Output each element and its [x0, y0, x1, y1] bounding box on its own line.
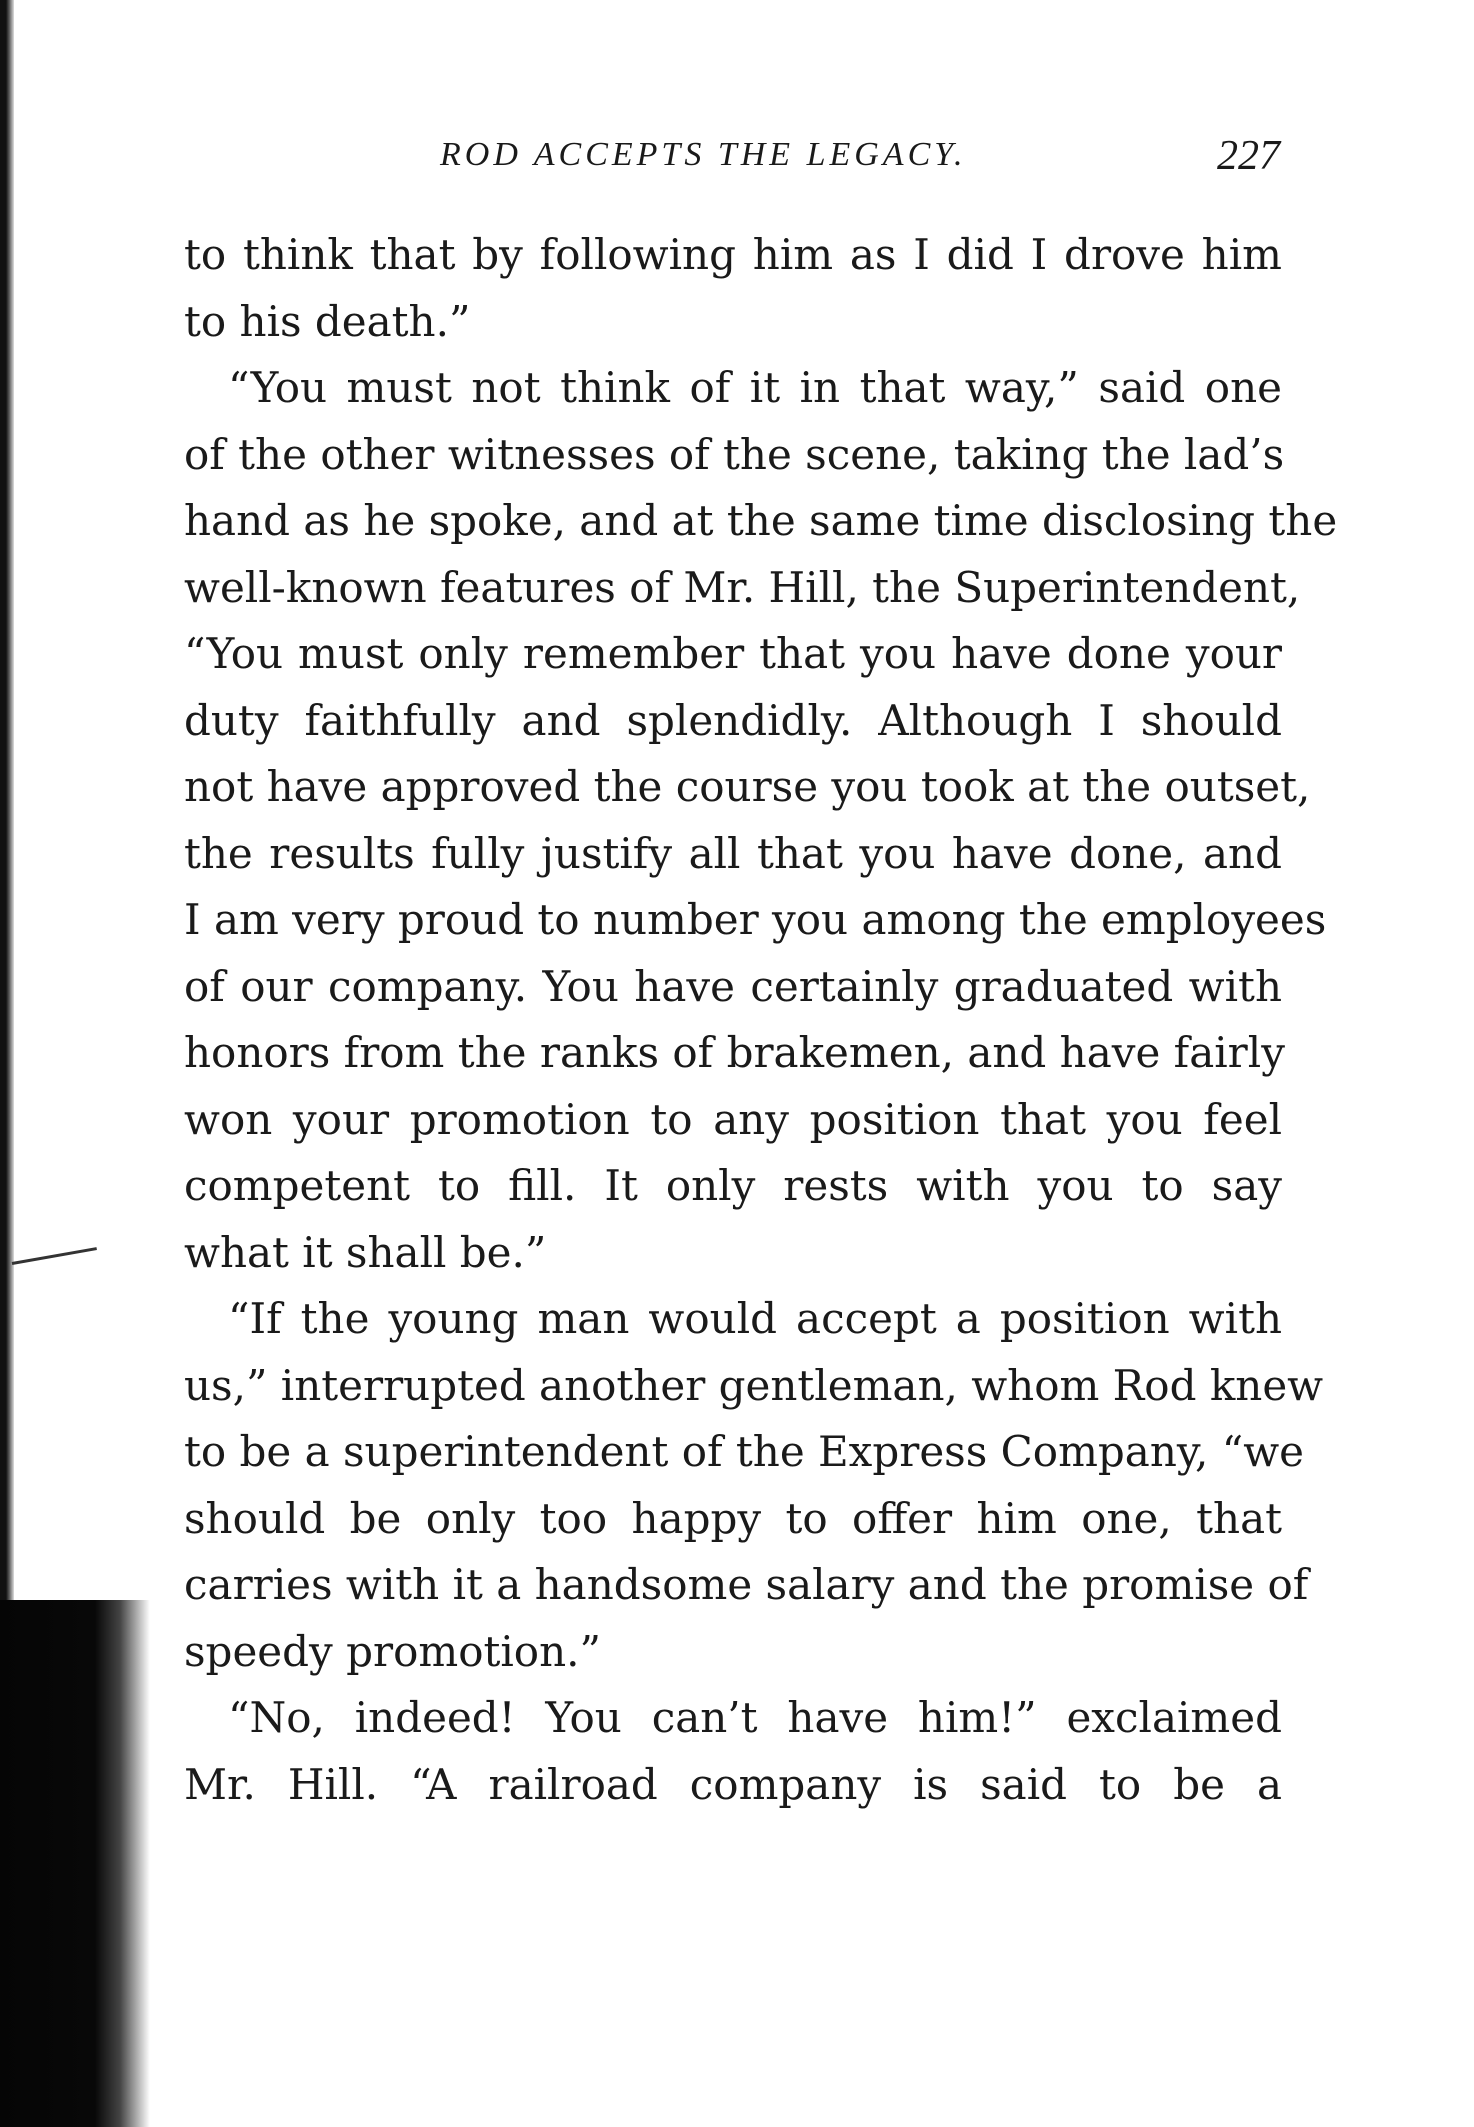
text-line: not have approved the course you took at the outset, — [184, 762, 1311, 811]
text-line: what it shall be.” — [184, 1227, 547, 1277]
text-line: I am very proud to number you among the employees — [184, 895, 1327, 944]
text-line: should be only too happy to offer him one, that — [184, 1493, 1282, 1543]
text-line: “You must not think of it in that way,” said one — [228, 363, 1282, 412]
text-line: Mr. Hill. “A railroad company is said to be a — [184, 1759, 1282, 1809]
text-line: competent to fill. It only rests with you to say — [184, 1161, 1282, 1210]
text-line: us,” interrupted another gentleman, whom Rod knew — [184, 1360, 1324, 1410]
text-line: well-known features of Mr. Hill, the Superintendent, — [184, 562, 1301, 612]
text-line: of the other witnesses of the scene, taking the lad’s — [184, 429, 1285, 479]
margin-mark — [12, 1247, 97, 1265]
page-number: 227 — [1217, 133, 1280, 179]
text-line: “If the young man would accept a position with — [228, 1294, 1282, 1343]
body-text — [184, 222, 1338, 1818]
text-line: “No, indeed! You can’t have him!” exclaimed — [228, 1693, 1282, 1742]
text-line: “You must only remember that you have done your — [184, 629, 1282, 678]
text-line: of our company. You have certainly graduated with — [184, 961, 1282, 1011]
text-line: honors from the ranks of brakemen, and have fairly — [184, 1028, 1285, 1077]
text-line: speedy promotion.” — [184, 1626, 601, 1676]
running-title: ROD ACCEPTS THE LEGACY. — [440, 136, 967, 173]
text-line: the results fully justify all that you have done, and — [184, 828, 1282, 878]
text-line: to be a superintendent of the Express Company, “we — [184, 1427, 1304, 1476]
text-line: to his death.” — [184, 296, 471, 346]
text-line: carries with it a handsome salary and the promise of — [184, 1560, 1309, 1609]
text-line: won your promotion to any position that you feel — [184, 1094, 1282, 1144]
page-binding-shadow-lower — [0, 1600, 150, 2127]
text-line: duty faithfully and splendidly. Although I should — [184, 695, 1282, 745]
text-line: to think that by following him as I did I drove him — [184, 230, 1282, 279]
text-line: hand as he spoke, and at the same time disclosing the — [184, 496, 1338, 545]
page-header — [160, 132, 1310, 192]
